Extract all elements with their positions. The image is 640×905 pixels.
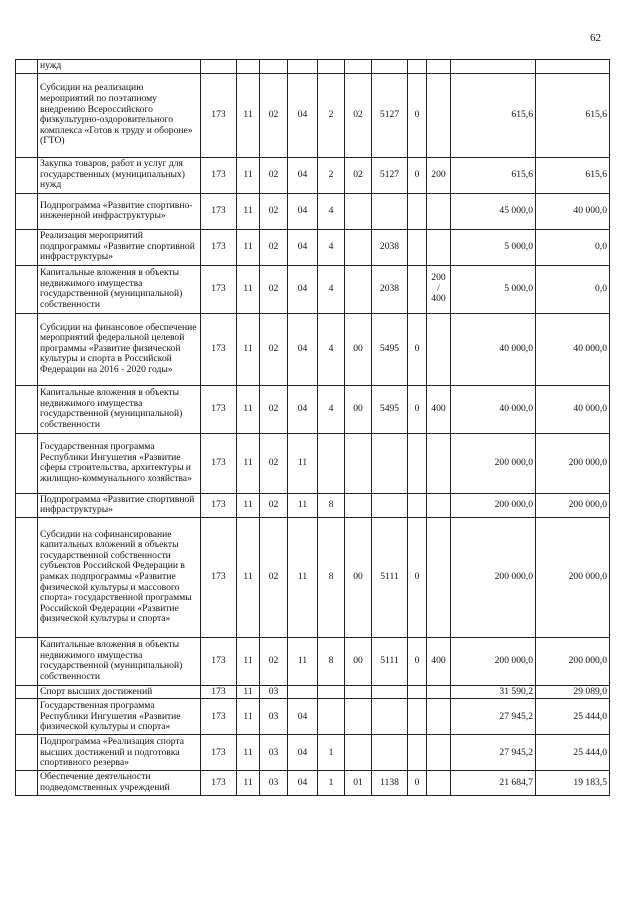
code-c4: 11	[288, 637, 318, 685]
code-c5	[318, 685, 345, 699]
code-c8	[408, 433, 427, 493]
amount-1: 27 945,2	[451, 699, 536, 735]
table-row	[16, 699, 610, 735]
table-row	[16, 771, 610, 795]
code-c7	[372, 433, 408, 493]
code-c7: 5495	[372, 385, 408, 433]
code-c6	[345, 699, 372, 735]
row-marker-cell	[16, 517, 38, 637]
code-c4: 04	[288, 73, 318, 157]
code-c9	[427, 517, 451, 637]
code-c4	[288, 685, 318, 699]
code-c2: 11	[237, 229, 260, 265]
table-row	[16, 157, 610, 193]
code-c5	[318, 699, 345, 735]
amount-2	[536, 60, 610, 74]
code-c4: 04	[288, 193, 318, 229]
amount-1: 40 000,0	[451, 385, 536, 433]
code-c2: 11	[237, 771, 260, 795]
amount-2: 29 089,0	[536, 685, 610, 699]
code-c3: 02	[260, 193, 288, 229]
code-c6: 00	[345, 637, 372, 685]
code-c7: 2038	[372, 229, 408, 265]
code-c7	[372, 493, 408, 517]
code-c2: 11	[237, 493, 260, 517]
code-c5: 8	[318, 637, 345, 685]
row-name: Спорт высших достижений	[38, 685, 201, 699]
amount-2: 40 000,0	[536, 385, 610, 433]
row-marker-cell	[16, 193, 38, 229]
amount-2: 19 183,5	[536, 771, 610, 795]
table-row	[16, 433, 610, 493]
code-c4: 04	[288, 385, 318, 433]
amount-2: 0,0	[536, 265, 610, 313]
code-c4: 04	[288, 265, 318, 313]
code-c5: 8	[318, 517, 345, 637]
code-c2: 11	[237, 685, 260, 699]
code-c5: 4	[318, 313, 345, 385]
row-marker-cell	[16, 685, 38, 699]
code-c6	[345, 685, 372, 699]
code-c8	[408, 265, 427, 313]
code-c2: 11	[237, 313, 260, 385]
code-c7: 1138	[372, 771, 408, 795]
code-c7: 5127	[372, 73, 408, 157]
code-c9	[427, 73, 451, 157]
row-marker-cell	[16, 637, 38, 685]
code-c7: 5111	[372, 517, 408, 637]
table-row	[16, 60, 610, 74]
amount-1: 200 000,0	[451, 493, 536, 517]
row-marker-cell	[16, 771, 38, 795]
amount-1	[451, 60, 536, 74]
code-c5: 4	[318, 229, 345, 265]
code-c1: 173	[201, 193, 237, 229]
code-c7	[372, 735, 408, 771]
code-c7	[372, 685, 408, 699]
code-c1: 173	[201, 517, 237, 637]
code-c9	[427, 699, 451, 735]
code-c1	[201, 60, 237, 74]
amount-1: 21 684,7	[451, 771, 536, 795]
code-c3: 03	[260, 735, 288, 771]
amount-1: 615,6	[451, 157, 536, 193]
amount-1: 31 590,2	[451, 685, 536, 699]
code-c2: 11	[237, 385, 260, 433]
amount-2: 615,6	[536, 73, 610, 157]
code-c8	[408, 229, 427, 265]
amount-2: 200 000,0	[536, 493, 610, 517]
row-name: Капитальные вложения в объекты недвижимого имущества государственной (муниципальной) собственности	[38, 637, 201, 685]
code-c5: 2	[318, 157, 345, 193]
code-c6	[345, 229, 372, 265]
code-c6	[345, 265, 372, 313]
table-row	[16, 229, 610, 265]
amount-1: 200 000,0	[451, 637, 536, 685]
budget-table	[15, 59, 610, 796]
code-c6: 01	[345, 771, 372, 795]
amount-2: 200 000,0	[536, 517, 610, 637]
code-c6: 02	[345, 157, 372, 193]
amount-1: 5 000,0	[451, 229, 536, 265]
code-c7: 5111	[372, 637, 408, 685]
code-c5: 1	[318, 735, 345, 771]
code-c3: 02	[260, 313, 288, 385]
amount-2: 40 000,0	[536, 193, 610, 229]
code-c5: 1	[318, 771, 345, 795]
code-c1: 173	[201, 771, 237, 795]
amount-2: 615,6	[536, 157, 610, 193]
code-c4: 11	[288, 517, 318, 637]
code-c8: 0	[408, 157, 427, 193]
code-c2: 11	[237, 73, 260, 157]
code-c7	[372, 193, 408, 229]
code-c3: 02	[260, 229, 288, 265]
amount-1: 200 000,0	[451, 517, 536, 637]
code-c7	[372, 60, 408, 74]
code-c6: 00	[345, 313, 372, 385]
code-c1: 173	[201, 735, 237, 771]
code-c7: 5495	[372, 313, 408, 385]
amount-2: 200 000,0	[536, 433, 610, 493]
code-c1: 173	[201, 385, 237, 433]
code-c8	[408, 735, 427, 771]
code-c8	[408, 493, 427, 517]
code-c6	[345, 493, 372, 517]
code-c6	[345, 60, 372, 74]
amount-1: 45 000,0	[451, 193, 536, 229]
code-c2: 11	[237, 735, 260, 771]
code-c2	[237, 60, 260, 74]
code-c2: 11	[237, 517, 260, 637]
code-c5	[318, 60, 345, 74]
code-c6: 02	[345, 73, 372, 157]
amount-1: 615,6	[451, 73, 536, 157]
row-marker-cell	[16, 313, 38, 385]
code-c3: 02	[260, 157, 288, 193]
row-marker-cell	[16, 735, 38, 771]
code-c2: 11	[237, 433, 260, 493]
code-c6: 00	[345, 517, 372, 637]
code-c5: 4	[318, 385, 345, 433]
row-name: Подпрограмма «Развитие спортивно-инженерной инфраструктуры»	[38, 193, 201, 229]
table-row	[16, 313, 610, 385]
code-c7: 5127	[372, 157, 408, 193]
page-number: 62	[590, 32, 601, 44]
code-c3	[260, 60, 288, 74]
row-name: Субсидии на софинансирование капитальных вложений в объекты государственной собственности субъектов Российской Федерации в рамках подпрограммы «Развитие физической культуры и массового спорта» государственной программы Российской Федерации «Развитие физической культуры и спорта»	[38, 517, 201, 637]
code-c3: 03	[260, 699, 288, 735]
code-c3: 02	[260, 493, 288, 517]
code-c9	[427, 735, 451, 771]
code-c3: 02	[260, 73, 288, 157]
row-marker-cell	[16, 73, 38, 157]
code-c1: 173	[201, 433, 237, 493]
code-c1: 173	[201, 265, 237, 313]
code-c2: 11	[237, 265, 260, 313]
row-marker-cell	[16, 229, 38, 265]
row-name: Подпрограмма «Реализация спорта высших достижений и подготовка спортивного резерва»	[38, 735, 201, 771]
table-row	[16, 517, 610, 637]
row-marker-cell	[16, 157, 38, 193]
code-c5: 2	[318, 73, 345, 157]
code-c3: 02	[260, 433, 288, 493]
code-c3: 03	[260, 771, 288, 795]
table-row	[16, 637, 610, 685]
table-row	[16, 193, 610, 229]
code-c6	[345, 433, 372, 493]
code-c1: 173	[201, 493, 237, 517]
code-c5	[318, 433, 345, 493]
code-c3: 02	[260, 385, 288, 433]
amount-2: 25 444,0	[536, 699, 610, 735]
code-c1: 173	[201, 157, 237, 193]
code-c1: 173	[201, 313, 237, 385]
code-c5: 4	[318, 193, 345, 229]
code-c2: 11	[237, 699, 260, 735]
code-c9: 200 / 400	[427, 265, 451, 313]
code-c4: 04	[288, 313, 318, 385]
code-c7	[372, 699, 408, 735]
code-c6	[345, 193, 372, 229]
row-marker-cell	[16, 699, 38, 735]
code-c3: 02	[260, 265, 288, 313]
code-c4	[288, 60, 318, 74]
code-c4: 04	[288, 157, 318, 193]
code-c8: 0	[408, 637, 427, 685]
code-c7: 2038	[372, 265, 408, 313]
row-name: Капитальные вложения в объекты недвижимого имущества государственной (муниципальной) собственности	[38, 385, 201, 433]
code-c2: 11	[237, 637, 260, 685]
row-name: Государственная программа Республики Ингушетия «Развитие сферы строительства, архитектуры и жилищно-коммунального хозяйства»	[38, 433, 201, 493]
amount-2: 25 444,0	[536, 735, 610, 771]
row-marker-cell	[16, 493, 38, 517]
code-c1: 173	[201, 637, 237, 685]
row-name: Закупка товаров, работ и услуг для государственных (муниципальных) нужд	[38, 157, 201, 193]
code-c4: 04	[288, 735, 318, 771]
code-c9	[427, 493, 451, 517]
code-c9	[427, 771, 451, 795]
code-c4: 11	[288, 493, 318, 517]
code-c8: 0	[408, 385, 427, 433]
code-c8	[408, 60, 427, 74]
code-c8: 0	[408, 73, 427, 157]
code-c8	[408, 193, 427, 229]
code-c3: 03	[260, 685, 288, 699]
code-c5: 4	[318, 265, 345, 313]
amount-1: 5 000,0	[451, 265, 536, 313]
code-c9	[427, 313, 451, 385]
code-c8: 0	[408, 771, 427, 795]
row-name: Капитальные вложения в объекты недвижимого имущества государственной (муниципальной) собственности	[38, 265, 201, 313]
row-name: Государственная программа Республики Ингушетия «Развитие физической культуры и спорта»	[38, 699, 201, 735]
code-c9: 400	[427, 637, 451, 685]
row-name: нужд	[38, 60, 201, 74]
code-c8	[408, 685, 427, 699]
row-name: Субсидии на финансовое обеспечение мероприятий федеральной целевой программы «Развитие физической культуры и спорта в Российской Федерации на 2016 - 2020 годы»	[38, 313, 201, 385]
row-marker-cell	[16, 433, 38, 493]
code-c9	[427, 60, 451, 74]
row-marker-cell	[16, 60, 38, 74]
code-c4: 04	[288, 229, 318, 265]
table-row	[16, 735, 610, 771]
code-c4: 04	[288, 771, 318, 795]
amount-2: 200 000,0	[536, 637, 610, 685]
table-row	[16, 73, 610, 157]
table-row	[16, 685, 610, 699]
code-c8: 0	[408, 313, 427, 385]
code-c9	[427, 433, 451, 493]
code-c1: 173	[201, 699, 237, 735]
code-c2: 11	[237, 193, 260, 229]
table-row	[16, 265, 610, 313]
code-c9	[427, 685, 451, 699]
code-c3: 02	[260, 517, 288, 637]
code-c1: 173	[201, 685, 237, 699]
row-name: Субсидии на реализацию мероприятий по поэтапному внедрению Всероссийского физкультурно-оздоровительного комплекса «Готов к труду и обороне» (ГТО)	[38, 73, 201, 157]
code-c9: 400	[427, 385, 451, 433]
code-c9	[427, 229, 451, 265]
table-row	[16, 493, 610, 517]
row-name: Подпрограмма «Развитие спортивной инфраструктуры»	[38, 493, 201, 517]
amount-2: 0,0	[536, 229, 610, 265]
code-c3: 02	[260, 637, 288, 685]
row-marker-cell	[16, 265, 38, 313]
code-c9: 200	[427, 157, 451, 193]
amount-1: 27 945,2	[451, 735, 536, 771]
code-c4: 04	[288, 699, 318, 735]
code-c6	[345, 735, 372, 771]
amount-1: 40 000,0	[451, 313, 536, 385]
table-row	[16, 385, 610, 433]
code-c4: 11	[288, 433, 318, 493]
code-c9	[427, 193, 451, 229]
code-c5: 8	[318, 493, 345, 517]
code-c1: 173	[201, 73, 237, 157]
amount-1: 200 000,0	[451, 433, 536, 493]
code-c1: 173	[201, 229, 237, 265]
code-c2: 11	[237, 157, 260, 193]
row-marker-cell	[16, 385, 38, 433]
row-name: Обеспечение деятельности подведомственных учреждений	[38, 771, 201, 795]
row-name: Реализация мероприятий подпрограммы «Развитие спортивной инфраструктуры»	[38, 229, 201, 265]
amount-2: 40 000,0	[536, 313, 610, 385]
code-c8	[408, 699, 427, 735]
code-c8: 0	[408, 517, 427, 637]
code-c6: 00	[345, 385, 372, 433]
